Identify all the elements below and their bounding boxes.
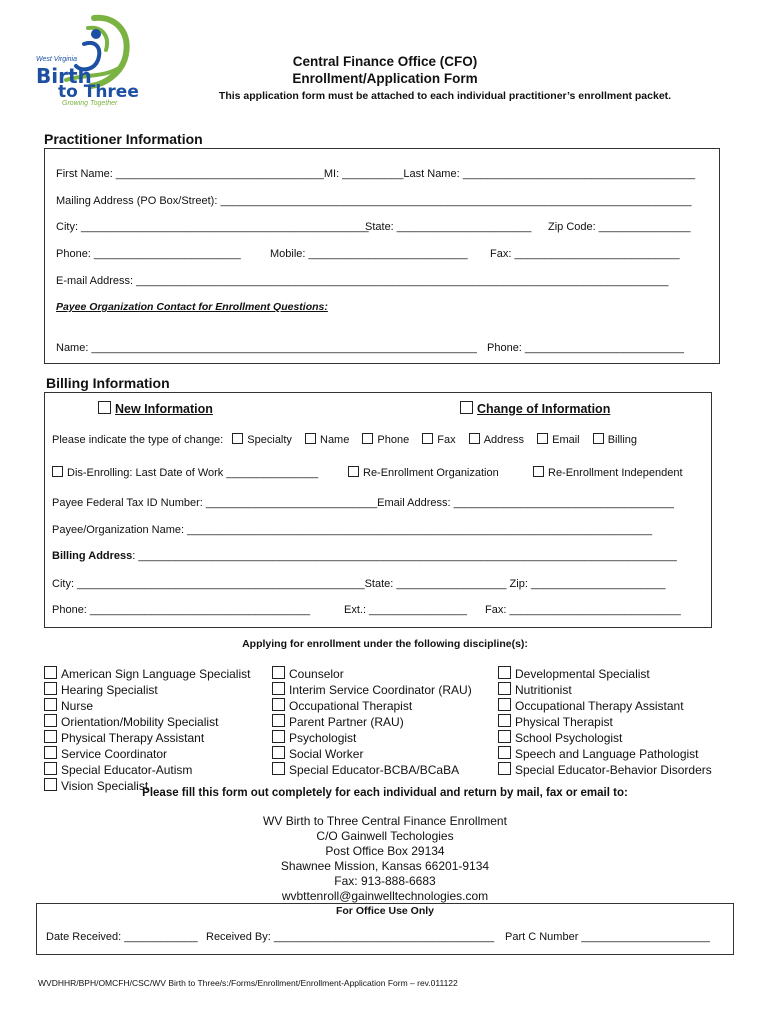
discipline-school-psych[interactable] xyxy=(498,730,712,746)
re-enroll-ind-label: Re-Enrollment Independent xyxy=(548,467,683,479)
discipline-checkbox[interactable] xyxy=(44,746,57,759)
billing-section-title: Billing Information xyxy=(46,375,170,391)
discipline-checkbox[interactable] xyxy=(44,730,57,743)
discipline-checkbox[interactable] xyxy=(498,698,511,711)
discipline-parent-partner[interactable] xyxy=(272,714,472,730)
tax-id-field[interactable]: Payee Federal Tax ID Number: ____________________________Email Address: ____________________________________ xyxy=(52,497,674,509)
change-type-row xyxy=(52,433,637,446)
discipline-label: Social Worker xyxy=(289,747,364,761)
discipline-checkbox[interactable] xyxy=(272,698,285,711)
billing-address-field[interactable] xyxy=(52,550,677,562)
name-label: Name xyxy=(320,434,350,446)
discipline-hearing[interactable] xyxy=(44,682,250,698)
change-type-prompt: Please indicate the type of change: xyxy=(52,434,224,446)
address-line: WV Birth to Three Central Finance Enrollment xyxy=(263,814,507,828)
practitioner-section-title: Practitioner Information xyxy=(44,131,203,147)
state-field[interactable]: State: ______________________ xyxy=(365,221,532,233)
re-enroll-org-checkbox[interactable] xyxy=(348,466,359,477)
billing-fax-field[interactable]: Fax: ____________________________ xyxy=(485,604,681,616)
phone-checkbox[interactable] xyxy=(362,433,373,444)
logo-tagline: Growing Together xyxy=(62,100,118,107)
discipline-checkbox[interactable] xyxy=(498,666,511,679)
disciplines-col2 xyxy=(272,666,472,778)
change-email[interactable] xyxy=(537,434,580,446)
discipline-label: Parent Partner (RAU) xyxy=(289,715,404,729)
logo-state: West Virginia xyxy=(36,56,77,63)
discipline-label: School Psychologist xyxy=(515,731,623,745)
discipline-label: Interim Service Coordinator (RAU) xyxy=(289,683,472,697)
discipline-label: Nutritionist xyxy=(515,683,572,697)
mailing-address-field[interactable]: Mailing Address (PO Box/Street): _____________________________________________________________________________ xyxy=(56,195,692,207)
re-enroll-org-option[interactable] xyxy=(348,466,499,479)
discipline-nutritionist[interactable] xyxy=(498,682,712,698)
change-billing[interactable] xyxy=(593,434,637,446)
phone-field[interactable]: Phone: ________________________ xyxy=(56,248,241,260)
discipline-label: Special Educator-BCBA/BCaBA xyxy=(289,763,460,777)
discipline-checkbox[interactable] xyxy=(272,666,285,679)
change-information-option[interactable] xyxy=(460,401,610,416)
discipline-label: Orientation/Mobility Specialist xyxy=(61,715,219,729)
billing-phone-field[interactable]: Phone: ____________________________________ xyxy=(52,604,311,616)
address-checkbox[interactable] xyxy=(469,433,480,444)
address-line: Shawnee Mission, Kansas 66201-9134 xyxy=(280,859,490,873)
discipline-developmental[interactable] xyxy=(498,666,712,682)
dis-enrolling-checkbox[interactable] xyxy=(52,466,63,477)
new-information-label: New Information xyxy=(115,402,213,416)
mobile-field[interactable]: Mobile: __________________________ xyxy=(270,248,468,260)
discipline-checkbox[interactable] xyxy=(498,746,511,759)
change-phone[interactable] xyxy=(362,434,409,446)
discipline-checkbox[interactable] xyxy=(272,682,285,695)
fax-field[interactable]: Fax: ___________________________ xyxy=(490,248,680,260)
discipline-checkbox[interactable] xyxy=(44,666,57,679)
new-information-checkbox[interactable] xyxy=(98,401,111,414)
footer-path: WVDHHR/BPH/OMCFH/CSC/WV Birth to Three/s:/Forms/Enrollment/Enrollment-Application Form – rev.011122 xyxy=(38,978,458,988)
billing-checkbox[interactable] xyxy=(593,433,604,444)
discipline-checkbox[interactable] xyxy=(44,698,57,711)
discipline-checkbox[interactable] xyxy=(272,746,285,759)
form-subtitle: Enrollment/Application Form xyxy=(292,71,478,86)
discipline-label: Counselor xyxy=(289,667,344,681)
discipline-label: Physical Therapist xyxy=(515,715,613,729)
payee-contact-label: Payee Organization Contact for Enrollment Questions: xyxy=(56,301,328,313)
disciplines-col1 xyxy=(44,666,250,794)
discipline-sped-autism[interactable] xyxy=(44,762,250,778)
address-label: Address xyxy=(483,434,525,446)
billing-box xyxy=(44,392,712,628)
discipline-checkbox[interactable] xyxy=(44,714,57,727)
address-line: Fax: 913-888-6683 xyxy=(334,874,436,888)
return-instruction: Please fill this form out completely for each individual and return by mail, fax or email to: xyxy=(142,787,628,799)
discipline-service-coord[interactable] xyxy=(44,746,250,762)
first-name-field[interactable]: First Name: __________________________________MI: __________Last Name: ______________________________________ xyxy=(56,168,696,180)
discipline-label: Occupational Therapist xyxy=(289,699,413,713)
phone-label: Phone xyxy=(377,434,410,446)
discipline-checkbox[interactable] xyxy=(272,762,285,775)
discipline-psychologist[interactable] xyxy=(272,730,472,746)
discipline-checkbox[interactable] xyxy=(498,714,511,727)
discipline-label: Developmental Specialist xyxy=(515,667,650,681)
change-specialty[interactable] xyxy=(232,434,292,446)
fax-checkbox[interactable] xyxy=(422,433,433,444)
part-c-number-field[interactable]: Part C Number _____________________ xyxy=(505,931,710,943)
discipline-label: Speech and Language Pathologist xyxy=(515,747,699,761)
discipline-checkbox[interactable] xyxy=(44,762,57,775)
discipline-label: Special Educator-Autism xyxy=(61,763,193,777)
discipline-counselor[interactable] xyxy=(272,666,472,682)
address-line: Post Office Box 29134 xyxy=(325,844,445,858)
discipline-checkbox[interactable] xyxy=(44,682,57,695)
address-line: C/O Gainwell Techologies xyxy=(316,829,454,843)
discipline-label: Hearing Specialist xyxy=(61,683,158,697)
logo-birth: Birth xyxy=(36,64,92,88)
discipline-checkbox[interactable] xyxy=(272,714,285,727)
date-received-field[interactable]: Date Received: ____________ xyxy=(46,931,198,943)
discipline-label: Vision Specialist xyxy=(61,779,149,793)
discipline-checkbox[interactable] xyxy=(498,730,511,743)
discipline-sped-behavior[interactable] xyxy=(498,762,712,778)
discipline-checkbox[interactable] xyxy=(498,762,511,775)
contact-phone-field[interactable]: Phone: __________________________ xyxy=(487,342,684,354)
discipline-pt-assistant[interactable] xyxy=(44,730,250,746)
payee-name-field[interactable]: Payee/Organization Name: ____________________________________________________________________________ xyxy=(52,524,653,536)
re-enroll-ind-option[interactable] xyxy=(533,466,683,479)
discipline-sped-bcba[interactable] xyxy=(272,762,472,778)
discipline-label: Psychologist xyxy=(289,731,357,745)
discipline-ot-assistant[interactable] xyxy=(498,698,712,714)
return-email[interactable]: wvbttenroll@gainwelltechnologies.com xyxy=(281,889,489,903)
discipline-social-worker[interactable] xyxy=(272,746,472,762)
office-use-title: For Office Use Only xyxy=(335,905,435,917)
fax-label: Fax xyxy=(437,434,456,446)
email-checkbox[interactable] xyxy=(537,433,548,444)
name-checkbox[interactable] xyxy=(305,433,316,444)
billing-city-field[interactable]: City: _______________________________________________State: __________________ Zip: ______________________ xyxy=(52,578,666,590)
specialty-checkbox[interactable] xyxy=(232,433,243,444)
dis-enrolling-option[interactable] xyxy=(52,466,318,479)
specialty-label: Specialty xyxy=(247,434,292,446)
discipline-label: Physical Therapy Assistant xyxy=(61,731,205,745)
change-name[interactable] xyxy=(305,434,349,446)
header-note: This application form must be attached to each individual practitioner’s enrollment packet. xyxy=(218,90,672,102)
email-field[interactable]: E-mail Address: _______________________________________________________________________________________ xyxy=(56,275,669,287)
discipline-pt[interactable] xyxy=(498,714,712,730)
discipline-slp[interactable] xyxy=(498,746,712,762)
change-information-checkbox[interactable] xyxy=(460,401,473,414)
discipline-interim-sc[interactable] xyxy=(272,682,472,698)
discipline-checkbox[interactable] xyxy=(498,682,511,695)
disciplines-col3 xyxy=(498,666,712,778)
billing-label: Billing xyxy=(607,434,638,446)
email-label: Email xyxy=(552,434,580,446)
discipline-checkbox[interactable] xyxy=(272,730,285,743)
contact-name-field[interactable]: Name: _______________________________________________________________ xyxy=(56,342,477,354)
change-address[interactable] xyxy=(469,434,524,446)
change-fax[interactable] xyxy=(422,434,455,446)
discipline-asl[interactable] xyxy=(44,666,250,682)
disciplines-heading: Applying for enrollment under the following discipline(s): xyxy=(242,638,528,650)
discipline-label: Occupational Therapy Assistant xyxy=(515,699,684,713)
re-enroll-org-label: Re-Enrollment Organization xyxy=(363,467,499,479)
return-address xyxy=(0,814,770,904)
zip-field[interactable]: Zip Code: _______________ xyxy=(548,221,691,233)
discipline-label: Special Educator-Behavior Disorders xyxy=(515,763,712,777)
discipline-orientation[interactable] xyxy=(44,714,250,730)
discipline-nurse[interactable] xyxy=(44,698,250,714)
discipline-label: Service Coordinator xyxy=(61,747,168,761)
billing-ext-field[interactable]: Ext.: ________________ xyxy=(344,604,467,616)
form-title: Central Finance Office (CFO) xyxy=(292,54,478,69)
discipline-label: American Sign Language Specialist xyxy=(61,667,251,681)
change-information-label: Change of Information xyxy=(477,402,611,416)
re-enroll-ind-checkbox[interactable] xyxy=(533,466,544,477)
received-by-field[interactable]: Received By: ____________________________________ xyxy=(206,931,495,943)
logo-to-three: to Three xyxy=(58,82,139,102)
billing-address-label: Billing Address xyxy=(52,550,133,562)
billing-address-line: : ________________________________________________________________________________________ xyxy=(132,550,677,562)
discipline-label: Nurse xyxy=(61,699,94,713)
city-field[interactable]: City: _______________________________________________ xyxy=(56,221,369,233)
dis-enrolling-label: Dis-Enrolling: Last Date of Work _______________ xyxy=(67,467,319,479)
discipline-ot[interactable] xyxy=(272,698,472,714)
new-information-option[interactable] xyxy=(98,401,213,416)
